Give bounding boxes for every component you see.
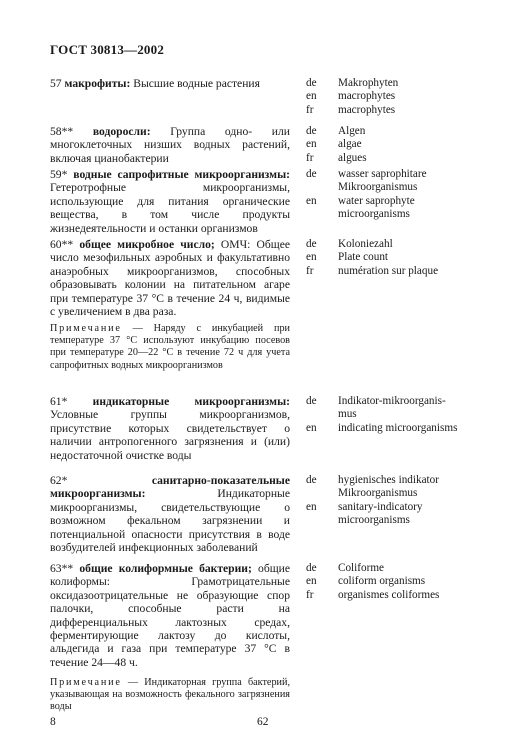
page-number-left: 8 (50, 716, 56, 728)
term-number: 62* (50, 474, 68, 487)
lang-code: en (306, 138, 317, 151)
note-block (50, 677, 290, 714)
foreign-terms (338, 238, 508, 278)
document-header: ГОСТ 30813—2002 (50, 42, 165, 57)
term-definition (50, 168, 290, 235)
note-label: Примечание (50, 677, 122, 688)
foreign-term: wasser saprophitare (338, 168, 427, 180)
term-text: Индикаторные микроорганизмы, свидетельствующие о возможном фекальном загрязнении и потенциальной опасности присутствия в воде возбудителей инфекционных заболеваний (50, 487, 290, 555)
foreign-term: coliform organisms (338, 575, 426, 588)
term-number: 57 (50, 77, 62, 90)
term-text: общие колиформы: Грамотрицательные оксидазоотрицательные не образующие спор палочки, способные расти на дифференциальных лактозных средах, ферментирующие лактозу до кислоты, альдегида и газа при температуре 37 °C в течение 24—48 ч. (50, 562, 290, 669)
lang-code: de (306, 168, 317, 180)
lang-code (306, 487, 334, 500)
language-codes (306, 77, 334, 117)
language-codes (306, 562, 334, 602)
term-definition (50, 395, 290, 462)
lang-code: en (306, 575, 317, 588)
foreign-terms (338, 168, 508, 222)
note-block (50, 323, 290, 372)
foreign-term: mus (338, 408, 357, 421)
foreign-term: microorganisms (338, 208, 410, 221)
lang-code: de (306, 562, 317, 574)
lang-code: en (306, 194, 317, 207)
language-codes (306, 168, 334, 208)
foreign-term: Mikroorganismus (338, 487, 418, 500)
term-name: водные сапрофитные микроорганизмы: (73, 168, 290, 181)
foreign-term: numération sur plaque (338, 264, 439, 277)
language-codes (306, 474, 334, 514)
language-codes (306, 395, 334, 435)
lang-code: de (306, 395, 317, 407)
lang-code: fr (306, 151, 314, 164)
term-number: 58** (50, 125, 74, 138)
term-number: 61* (50, 395, 68, 408)
lang-code: en (306, 251, 317, 264)
term-definition (50, 562, 290, 669)
foreign-term: algues (338, 151, 367, 164)
term-name: макрофиты: (64, 77, 131, 90)
foreign-term: macrophytes (338, 90, 396, 103)
note-text: — Индикаторная группа бактерий, указывающая на возможность фекального загрязнения воды (50, 677, 290, 713)
term-definition (50, 474, 290, 554)
term-definition (50, 125, 290, 165)
term-number: 60** (50, 238, 74, 251)
note-text: — Наряду с инкубацией при температуре 37 °C используют инкубацию посевов при температуре 20—22 °C в течение 72 ч для учета сапрофитных водных микроорганизмов (50, 323, 290, 371)
foreign-terms (338, 125, 508, 165)
foreign-terms (338, 77, 508, 117)
term-name: общее микробное число; (79, 238, 215, 251)
note-label: Примечание (50, 323, 122, 334)
foreign-term: hygienisches indikator (338, 474, 439, 486)
lang-code: fr (306, 264, 314, 277)
lang-code: fr (306, 103, 314, 116)
term-text: Условные группы микроорганизмов, присутствие которых свидетельствует о наличии антропогенного загрязнения и (или) недостаточной очистке воды (50, 408, 290, 462)
foreign-term: macrophytes (338, 103, 396, 116)
term-text: Группа одно- или многоклеточных низших водных растений, включая цианобактерии (50, 125, 290, 165)
lang-code: en (306, 90, 317, 103)
foreign-term: indicating microorganisms (338, 421, 458, 434)
language-codes (306, 238, 334, 278)
lang-code: en (306, 500, 317, 513)
foreign-term: Algen (338, 125, 366, 137)
foreign-term: sanitary-indicatory (338, 500, 423, 513)
term-number: 59* (50, 168, 68, 181)
lang-code: fr (306, 588, 314, 601)
foreign-terms (338, 474, 508, 528)
lang-code: de (306, 125, 317, 137)
foreign-terms (338, 395, 508, 435)
lang-code: de (306, 77, 317, 89)
foreign-term: microorganisms (338, 514, 410, 527)
term-definition (50, 238, 290, 318)
foreign-terms (338, 562, 508, 602)
page-number-center: 62 (257, 716, 269, 728)
foreign-term: Indikator-mikroorganis- (338, 395, 446, 407)
lang-code: de (306, 238, 317, 250)
term-text: Высшие водные растения (133, 77, 260, 90)
foreign-term: Mikroorganismus (338, 181, 418, 194)
term-name: общие колиформные бактерии; (79, 562, 252, 575)
foreign-term: Makrophyten (338, 77, 399, 89)
term-name: индикаторные микроорганизмы: (92, 395, 290, 408)
lang-code (306, 181, 334, 194)
language-codes (306, 125, 334, 165)
lang-code: en (306, 421, 317, 434)
foreign-term: Coliforme (338, 562, 384, 574)
term-number: 63** (50, 562, 74, 575)
term-definition (50, 77, 290, 90)
foreign-term: Plate count (338, 251, 389, 264)
foreign-term: algae (338, 138, 362, 151)
term-name: водоросли: (92, 125, 151, 138)
term-text: ОМЧ: Общее число мезофильных аэробных и факультативно анаэробных микроорганизмов, способных образовывать колонии на питательном агаре при температуре 37 °C в течение 24 ч, видимые с увеличением в два раза. (50, 238, 290, 319)
foreign-term: water saprophyte (338, 194, 415, 207)
term-name: санитарно-показательные микроорганизмы: (50, 474, 290, 501)
lang-code: de (306, 474, 317, 486)
foreign-term: organismes coliformes (338, 588, 440, 601)
term-text: Гетеротрофные микроорганизмы, использующие для питания органические вещества, в том числе продукты жизнедеятельности и останки организмов (50, 181, 290, 235)
lang-code (306, 408, 334, 421)
foreign-term: Koloniezahl (338, 238, 393, 250)
